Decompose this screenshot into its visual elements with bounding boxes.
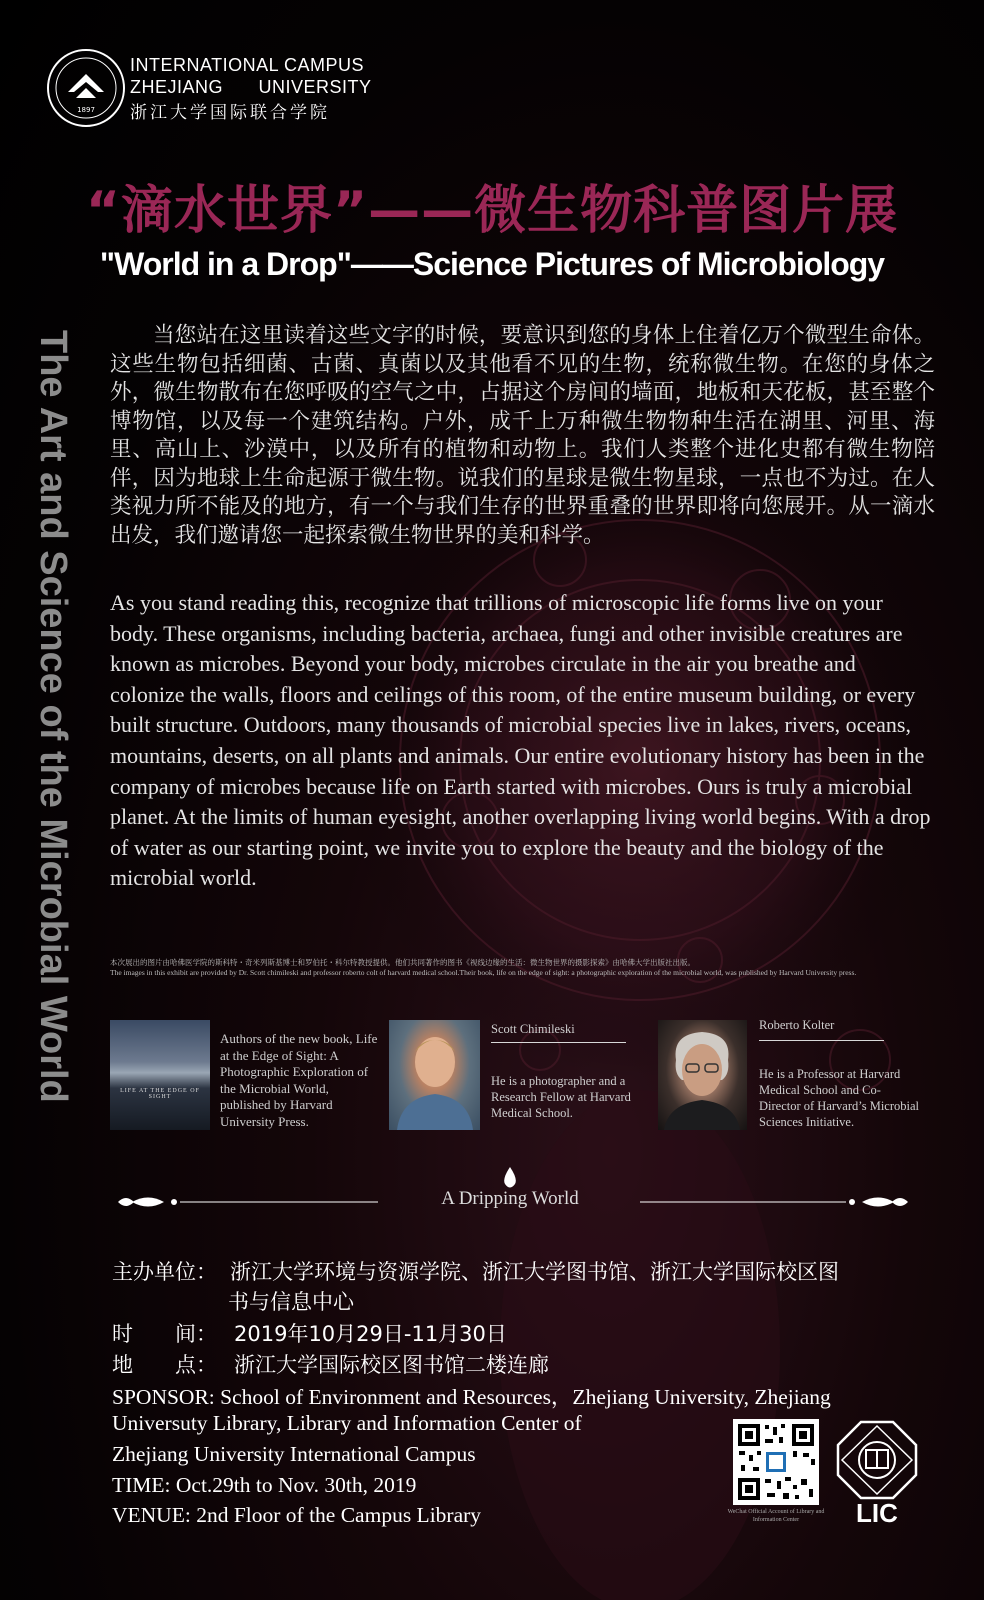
book-cover-image xyxy=(110,1020,210,1130)
image-credit-en: The images in this exhibit are provided by Dr. Scott chimileski and professor roberto colt of harvard medical school.Their book, life on the edge of sight: a photographic exploration of the microbial world, was published by Harvard University press. xyxy=(110,968,857,977)
divider-rule xyxy=(759,1040,884,1041)
author-name-kolter: Roberto Kolter xyxy=(759,1018,835,1032)
author-bio-kolter: He is a Professor at Harvard Medical School and Co-Director of Harvard’s Microbial Sciences Initiative. xyxy=(759,1067,920,1129)
ornament-right-icon xyxy=(640,1191,908,1213)
sponsor-en-line2: Universuty Library, Library and Information Center of xyxy=(112,1411,582,1435)
intro-text-en: As you stand reading this, recognize that trillions of microscopic life forms live on your body. These organisms, including bacteria, archaea, fungi and other invisible creatures are known as microbes. Beyond your body, microbes circulate in the air you breathe and colonize the walls, floors and ceilings of this room, of the entire museum building, or every built structure. Outdoors, many thousands of microbial species live in lakes, rivers, oceans, mountains, deserts, on all plants and animals. Our entire evolutionary history has been in the company of microbes because life on Earth started with microbes. Ours is truly a microbial planet. At the limits of human eyesight, another overlapping living world begins. With a drop of water as our starting point, we invite you to explore the beauty and the biology of the microbial world. xyxy=(110,590,931,891)
side-title-vertical xyxy=(18,330,78,1103)
intro-text-cn: 当您站在这里读着这些文字的时候，要意识到您的身体上住着亿万个微型生命体。这些生物包括细菌、古菌、真菌以及其他看不见的生物，统称微生物。在您的身体之外，微生物散布在您呼吸的空气之中，占据这个房间的墙面，地板和天花板，甚至整个博物馆，以及每一个建筑结构。户外，成千上万种微生物物种生活在湖里、河里、海里、高山上、沙漠中，以及所有的植物和动物上。我们人类整个进化史都有微生物陪伴，因为地球上生命起源于微生物。说我们的星球是微生物星球，一点也不为过。在人类视力所不能及的地方，有一个与我们生存的世界重叠的世界即将向您展开。从一滴水出发，我们邀请您一起探索微生物世界的美和科学。 xyxy=(110,323,935,548)
image-credit-cn: 本次展出的图片由哈佛医学院的斯科特・奇米列斯基博士和罗伯托・科尔特教授提供。他们共同著作的图书《视线边缘的生活：微生物世界的摄影探索》由哈佛大学出版社出版。 xyxy=(110,958,695,967)
side-title-text: The Art and Science of the Microbial World xyxy=(32,330,74,1103)
portrait-icon xyxy=(658,1020,747,1130)
time-en: TIME: Oct.29th to Nov. 30th, 2019 xyxy=(112,1473,417,1497)
author-name-scott: Scott Chimileski xyxy=(491,1022,575,1036)
campus-name-en-line2: ZHEJIANG UNIVERSITY xyxy=(130,77,372,97)
time-value-cn: 2019年10月29日-11月30日 xyxy=(234,1322,507,1346)
portrait-icon xyxy=(389,1020,480,1130)
lic-emblem-icon xyxy=(836,1420,918,1500)
sponsor-value-cn: 浙江大学环境与资源学院、浙江大学图书馆、浙江大学国际校区图 xyxy=(230,1260,839,1284)
lic-label: LIC xyxy=(856,1498,898,1528)
venue-cn xyxy=(112,1349,549,1379)
divider-rule xyxy=(491,1042,626,1043)
author-bio-scott: He is a photographer and a Research Fellow at Harvard Medical School. xyxy=(491,1074,631,1120)
sponsor-en-line1: SPONSOR: School of Environment and Resources，Zhejiang University, Zhejiang xyxy=(112,1385,831,1409)
sponsor-label-cn: 主办单位： xyxy=(112,1260,217,1284)
book-description: Authors of the new book, Life at the Edge of Sight: A Photographic Exploration of the Microbial World, published by Harvard University Press. xyxy=(220,1031,378,1129)
sponsor-cn-line2: 书与信息中心 xyxy=(228,1290,354,1314)
scott-chimileski-photo xyxy=(389,1020,480,1130)
campus-name-cn: 浙江大学国际联合学院 xyxy=(130,103,330,123)
ornament-left-icon xyxy=(118,1191,378,1213)
venue-en: VENUE: 2nd Floor of the Campus Library xyxy=(112,1503,482,1527)
svg-text:1897: 1897 xyxy=(77,106,95,114)
sponsor-cn-line1 xyxy=(112,1256,839,1286)
title-cn: “滴水世界”——微生物科普图片展 xyxy=(85,181,899,241)
divider-label: A Dripping World xyxy=(441,1188,579,1209)
water-drop-icon xyxy=(502,1167,518,1189)
book-cover-title: LIFE AT THE EDGE OF SIGHT xyxy=(120,1088,200,1100)
zju-emblem-icon xyxy=(46,48,126,128)
roberto-kolter-photo xyxy=(658,1020,747,1130)
campus-name-en-line1: INTERNATIONAL CAMPUS xyxy=(130,55,365,75)
venue-value-cn: 浙江大学国际校区图书馆二楼连廊 xyxy=(234,1353,549,1377)
time-label-cn: 时 间： xyxy=(112,1322,217,1346)
sponsor-en-line3: Zhejiang University International Campus xyxy=(112,1442,476,1466)
title-en: "World in a Drop"——Science Pictures of Microbiology xyxy=(99,246,885,282)
venue-label-cn: 地 点： xyxy=(112,1353,217,1377)
qr-code-icon[interactable] xyxy=(733,1419,819,1505)
time-cn xyxy=(112,1318,507,1348)
qr-caption: WeChat Official Account of Library and Information Center xyxy=(727,1509,825,1523)
